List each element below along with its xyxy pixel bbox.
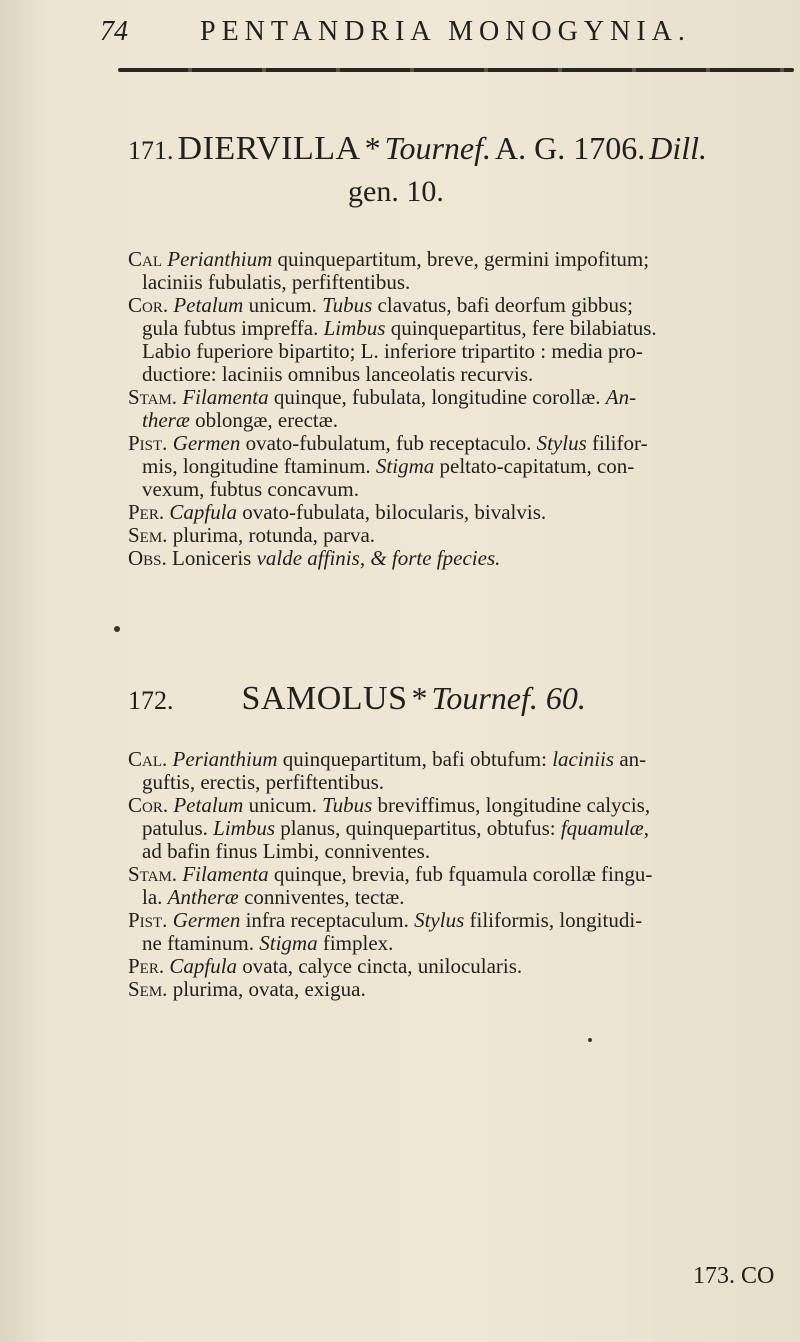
desc-line: Cor. Petalum unicum. Tubus breviffimus, longitudine calycis, [128,793,651,817]
desc-line: Obs. Loniceris valde affinis, & forte fpecies. [128,546,501,570]
desc-line: Stam. Filamenta quinque, brevia, fub fquamula corollæ fingu- [128,862,653,886]
entry-171-heading [128,130,707,168]
entry-number: 171. [128,136,174,165]
desc-line: laciniis fubulatis, perfiftentibus. [142,270,411,294]
desc-line: Cal. Perianthium quinquepartitum, bafi obtufum: laciniis an- [128,747,647,771]
desc-line: Pist. Germen infra receptaculum. Stylus filiformis, longitudi- [128,908,643,932]
desc-line: gula fubtus impreffa. Limbus quinquepartitus, fere bilabiatus. [142,316,657,340]
entry-171-description [128,248,790,570]
desc-line: ne ftaminum. Stigma fimplex. [142,931,394,955]
desc-line: vexum, fubtus concavum. [142,477,359,501]
genus-name: SAMOLUS [241,680,408,717]
author-name: Tournef. [384,130,491,166]
entry-172-heading [128,680,586,718]
desc-line: la. Antheræ conniventes, tectæ. [142,885,405,909]
desc-line: Per. Capfula ovata, calyce cincta, unilocularis. [128,954,523,978]
desc-line: Cal Perianthium quinquepartitum, breve, germini impofitum; [128,247,650,271]
desc-line: Sem. plurima, ovata, exigua. [128,977,366,1001]
running-title: PENTANDRIA MONOGYNIA. [200,16,691,47]
desc-line: Pist. Germen ovato-fubulatum, fub receptaculo. Stylus filifor- [128,431,648,455]
desc-line: patulus. Limbus planus, quinquepartitus, obtufus: fquamulæ, [142,816,649,840]
desc-line: theræ oblongæ, erectæ. [142,408,338,432]
page-number: 74 [100,16,128,47]
desc-line: Stam. Filamenta quinque, fubulata, longitudine corollæ. An- [128,385,637,409]
ink-speck [588,1038,592,1042]
desc-line: ad bafin finus Limbi, conniventes. [142,839,431,863]
header-rule [118,68,794,72]
entry-172-description [128,748,790,1001]
reference: A. G. 1706. [494,130,646,166]
desc-line: mis, longitudine ftaminum. Stigma peltato-capitatum, con- [142,454,635,478]
author-name: Tournef. 60. [431,680,586,716]
desc-line: Cor. Petalum unicum. Tubus clavatus, bafi deorfum gibbus; [128,293,633,317]
asterisk-mark: * [411,680,428,716]
desc-line: ductiore: laciniis omnibus lanceolatis recurvis. [142,362,534,386]
running-header [100,16,790,56]
entry-number: 172. [128,686,174,715]
asterisk-mark: * [364,130,381,166]
genus-name: DIERVILLA [177,130,361,167]
reference-author: Dill. [649,130,707,166]
desc-line: Sem. plurima, rotunda, parva. [128,523,376,547]
desc-line: guftis, erectis, perfiftentibus. [142,770,385,794]
desc-line: Labio fuperiore bipartito; L. inferiore tripartito : media pro- [142,339,643,363]
ink-speck [114,626,120,632]
catchword: 173. CO [693,1263,775,1289]
desc-line: Per. Capfula ovato-fubulata, bilocularis, bivalvis. [128,500,547,524]
genus-reference-line: gen. 10. [348,175,444,208]
